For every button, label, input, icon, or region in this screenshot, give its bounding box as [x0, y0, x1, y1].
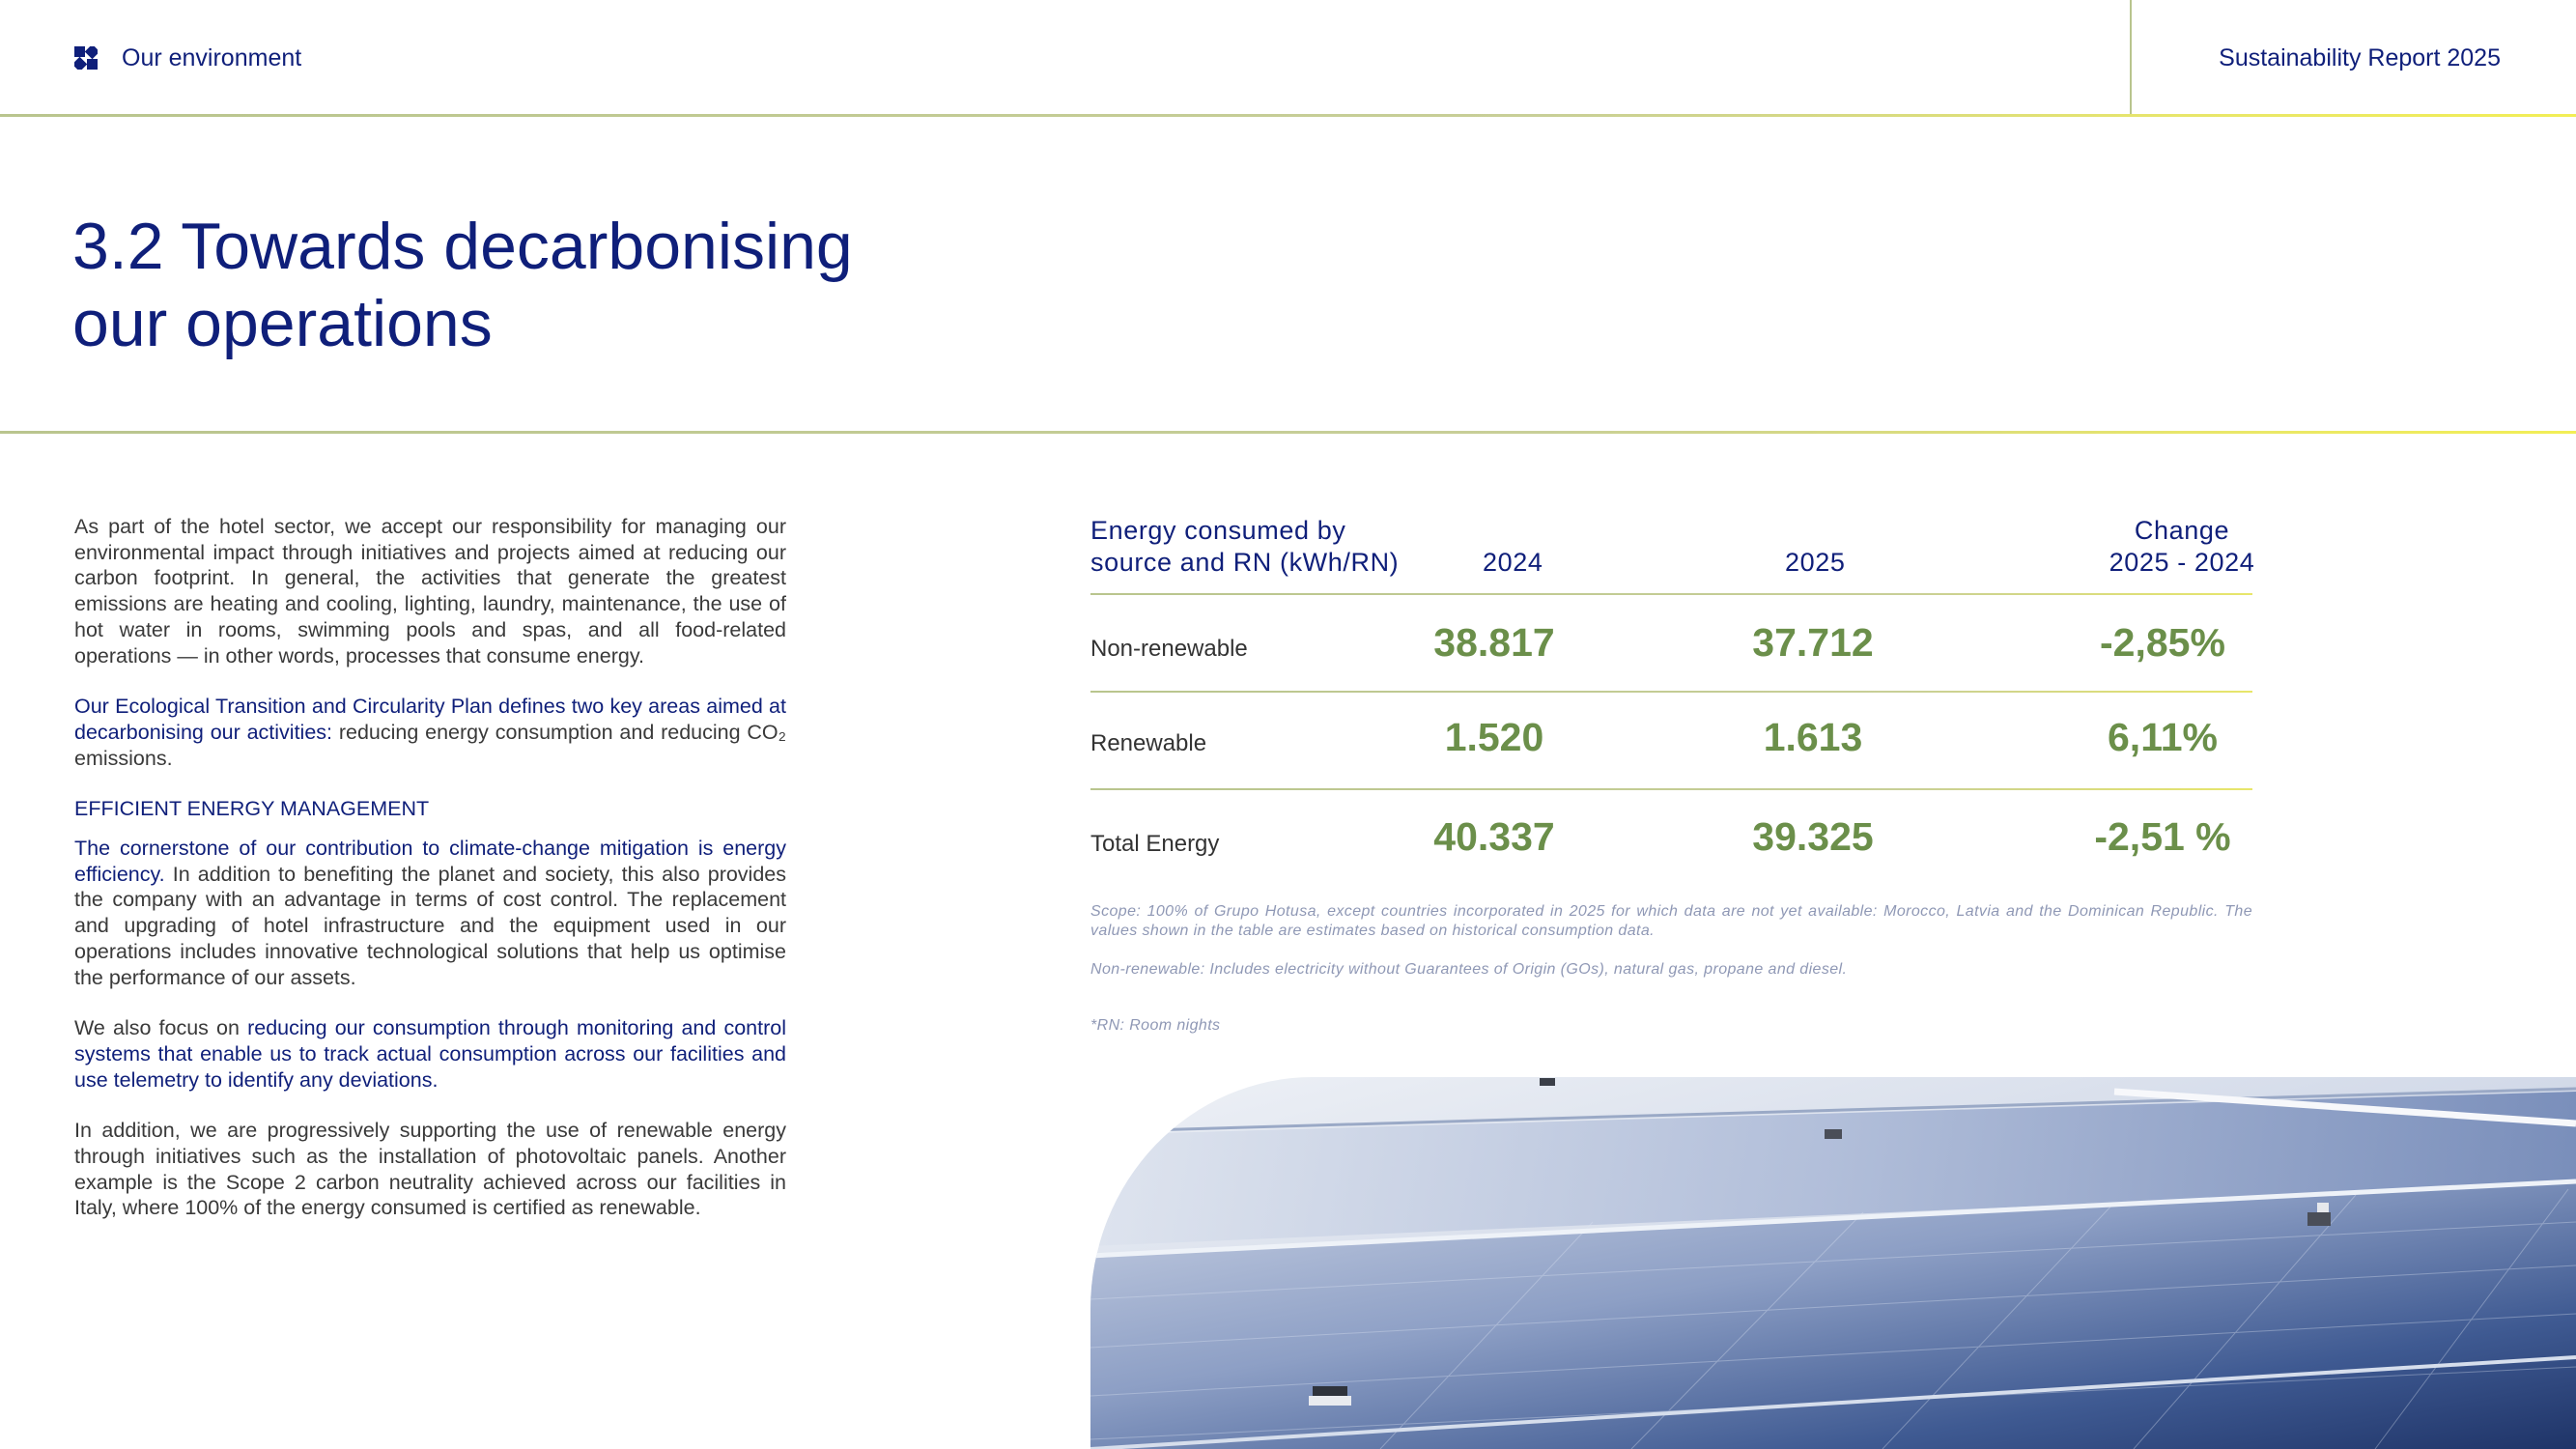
logo-icon — [74, 46, 98, 70]
note-rn: *RN: Room nights — [1090, 1017, 1221, 1034]
table-header-2025: 2025 — [1785, 548, 1846, 577]
value-renewable-2024: 1.520 — [1444, 715, 1544, 759]
monitoring-highlight: reducing our consumption through monitoring and control systems that enable us to track actual consumption across our facilities and use telemetry to identify any deviations. — [74, 1016, 787, 1092]
value-renewable-change: 6,11% — [2108, 715, 2218, 759]
paragraph-intro: As part of the hotel sector, we accept our responsibility for managing our environmental impact through initiatives and projects aimed at reducing our carbon footprint. In general, the activities that generate the greatest emissions are heating and cooling, lighting, laundry, maintenance, the use of hot water in rooms, swimming pools and spas, and all food-related operations — in other words, processes that consume energy. — [74, 515, 786, 668]
monitoring-start: We also focus on — [74, 1016, 248, 1040]
page-title-line-1: 3.2 Towards decarbonising — [72, 210, 853, 283]
paragraph-renewable: In addition, we are progressively supporting the use of renewable energy through initiatives such as the installation of photovoltaic panels. Another example is the Scope 2 carbon neutrality achieved across our facilities in Italy, where 100% of the energy consumed is certified as renewable. — [74, 1119, 786, 1220]
header-rule — [0, 114, 2576, 117]
efficiency-highlight: The cornerstone of our contribution to climate-change mitigation is energy efficiency. — [74, 837, 786, 886]
subheading: EFFICIENT ENERGY MANAGEMENT — [74, 797, 430, 821]
solar-panel-image — [1090, 1077, 2576, 1449]
table-rule — [1090, 788, 2252, 790]
row-label-total: Total Energy — [1090, 831, 1220, 857]
page-title — [72, 208, 1038, 362]
value-total-2025: 39.325 — [1752, 814, 1874, 859]
table-rule — [1090, 691, 2252, 693]
report-title: Sustainability Report 2025 — [2219, 44, 2501, 71]
header-divider — [2130, 0, 2132, 116]
plan-rest: reducing energy consumption and reducing CO₂ emissions. — [74, 720, 786, 770]
paragraph-efficiency — [74, 836, 786, 990]
table-header-change-line-2: 2025 - 2024 — [2109, 548, 2255, 577]
value-nonrenewable-2025: 37.712 — [1752, 620, 1874, 665]
row-label-renewable: Renewable — [1090, 730, 1207, 756]
note-scope: Scope: 100% of Grupo Hotusa, except countries incorporated in 2025 for which data are not yet available: Morocco, Latvia and the Dominican Republic. The values shown in the table are estimates based on historical consumption data. — [1090, 903, 2252, 939]
body-text — [74, 514, 786, 1246]
page-header — [0, 0, 2576, 116]
table-header-change — [2076, 515, 2288, 579]
plan-highlight: Our Ecological Transition and Circularity Plan defines two key areas aimed at decarbonising our activities: — [74, 695, 786, 744]
value-total-change: -2,51 % — [2094, 814, 2231, 859]
value-renewable-2025: 1.613 — [1763, 715, 1863, 759]
value-nonrenewable-change: -2,85% — [2100, 620, 2225, 665]
table-header-source — [1090, 515, 1399, 579]
table-header-source-line-1: Energy consumed by — [1090, 516, 1346, 545]
efficiency-rest: In addition to benefiting the planet and society, this also provides the company with an advantage in terms of cost control. The replacement and upgrading of hotel infrastructure and the equipment used in our operations includes innovative technological solutions that help us optimise the performance of our assets. — [74, 862, 786, 989]
table-rule — [1090, 593, 2252, 595]
paragraph-plan — [74, 694, 786, 771]
table-header-change-line-1: Change — [2134, 516, 2230, 545]
solar-panel-illustration — [1090, 1077, 2576, 1449]
value-total-2024: 40.337 — [1433, 814, 1555, 859]
section-label: Our environment — [122, 44, 302, 71]
row-label-nonrenewable: Non-renewable — [1090, 636, 1248, 662]
page-title-line-2: our operations — [72, 287, 493, 360]
table-header-2024: 2024 — [1483, 548, 1543, 577]
value-nonrenewable-2024: 38.817 — [1433, 620, 1555, 665]
paragraph-monitoring — [74, 1015, 786, 1093]
table-header-source-line-2: source and RN (kWh/RN) — [1090, 548, 1400, 577]
title-rule — [0, 431, 2576, 434]
note-nonrenewable: Non-renewable: Includes electricity without Guarantees of Origin (GOs), natural gas, propane and diesel. — [1090, 961, 1848, 978]
